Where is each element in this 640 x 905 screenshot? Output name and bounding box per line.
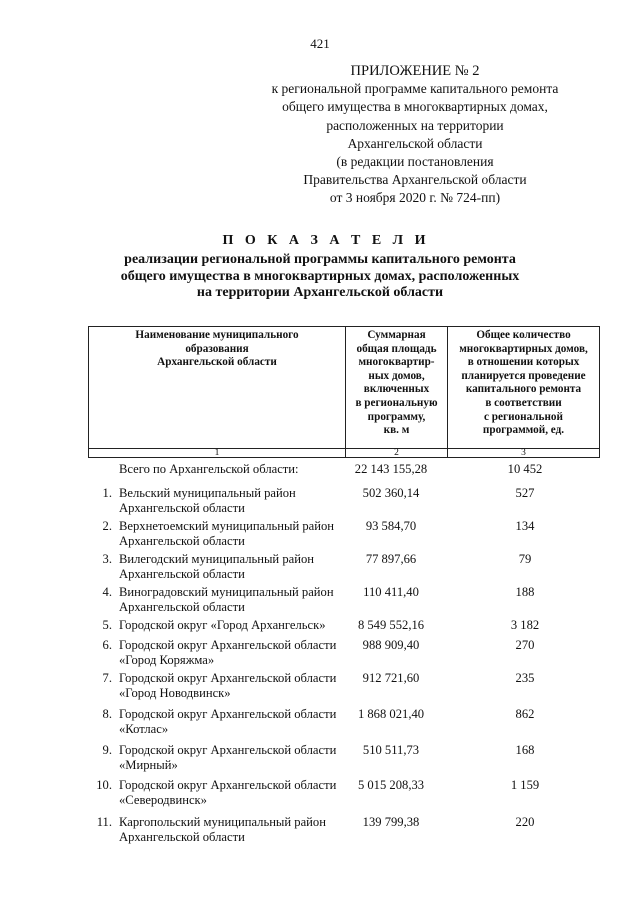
row-area: 988 909,40 [362,638,420,652]
header-line: Наименование муниципального [135,329,299,341]
table-row [0,638,640,671]
table-row [0,707,640,743]
row-area: 1 868 021,40 [357,707,425,721]
header-line: общая площадь [356,342,437,355]
row-count: 527 [515,486,535,500]
table-row [0,519,640,552]
header-line: Суммарная [367,329,426,341]
table-row [0,778,640,815]
header-line: в соответствии [485,396,562,409]
row-name-line: «Мирный» [119,757,178,772]
row-index: 9. [102,743,112,757]
table-row [0,618,640,638]
row-count: 79 [518,552,532,566]
row-name-line: «Город Коряжма» [119,652,215,667]
row-count: 134 [515,519,535,533]
row-name-line: Городской округ Архангельской области [119,778,337,792]
row-count: 235 [515,671,535,685]
row-count: 3 182 [510,618,540,632]
row-area: 22 143 155,28 [354,462,428,476]
subtitle-line: на территории Архангельской области [196,285,444,300]
row-area: 93 584,70 [365,519,417,533]
table-row [0,486,640,519]
row-name-line: Виноградовский муниципальный район [119,585,334,599]
row-index: 6. [102,638,112,652]
row-name-line: Архангельской области [119,500,245,515]
row-name-line: «Город Новодвинск» [119,685,231,700]
column-number: 3 [521,448,526,458]
row-count: 862 [515,707,535,721]
row-name-line: Городской округ Архангельской области [119,707,337,721]
indicators-subtitle [0,252,640,302]
appendix-line: (в редакции постановления [336,154,494,170]
header-total-area [346,329,447,438]
row-area: 5 015 208,33 [357,778,425,792]
row-name-line: Верхнетоемский муниципальный район [119,519,335,533]
row-name-line: «Котлас» [119,721,169,736]
table-row [0,671,640,707]
appendix-line: к региональной программе капитального ремонта [271,81,559,97]
row-count: 220 [515,815,535,829]
table-row [0,552,640,585]
header-line: включенных [363,383,430,396]
row-name-line: Городской округ «Город Архангельск» [119,618,326,632]
row-area: 77 897,66 [365,552,417,566]
header-line: капитального ремонта [465,383,582,396]
row-area: 510 511,73 [362,743,420,757]
row-count: 188 [515,585,535,599]
appendix-block [250,62,580,208]
header-line: в региональную [355,396,438,409]
header-house-count [448,329,599,438]
row-name-line: Архангельской области [119,566,245,581]
subtitle-line: реализации региональной программы капитального ремонта [124,252,516,267]
row-name [119,815,359,845]
row-index: 4. [102,585,112,599]
row-name [119,778,359,808]
row-name-line: Архангельской области [119,533,245,548]
appendix-line: Архангельской области [347,135,483,151]
row-index: 11. [96,815,112,829]
appendix-line: общего имущества в многоквартирных домах, [282,99,548,115]
header-line: многоквартирных домов, [459,342,588,355]
row-index: 8. [102,707,112,721]
header-municipality [89,329,345,370]
row-name-line: Архангельской области [119,829,245,844]
row-name [119,585,359,615]
indicators-title-block [0,232,640,302]
header-line: ных домов, [368,369,425,382]
row-area: 110 411,40 [363,585,419,599]
table-row-total [0,462,640,486]
row-area: 139 799,38 [362,815,420,829]
row-name-line: Городской округ Архангельской области [119,638,337,652]
appendix-title: ПРИЛОЖЕНИЕ № 2 [350,63,480,79]
header-line: программой, ед. [482,424,565,437]
row-name [119,552,359,582]
row-name [119,486,359,516]
row-index: 1. [102,486,112,500]
table-row [0,743,640,778]
header-line: образования [185,342,249,355]
row-index: 10. [96,778,112,792]
row-name-line: Вельский муниципальный район [119,486,296,500]
table-row [0,815,640,848]
header-line: планируется проведение [461,369,586,382]
row-name: Всего по Архангельской области: [119,462,299,476]
row-area: 502 360,14 [362,486,420,500]
header-line: программу, [367,410,426,423]
row-name [119,707,359,737]
row-count: 1 159 [510,778,540,792]
row-index: 7. [102,671,112,685]
table-body [0,462,640,848]
row-count: 10 452 [507,462,543,476]
row-name-line: Архангельской области [119,599,245,614]
column-number: 2 [394,448,399,458]
row-name [119,743,359,773]
row-index: 5. [102,618,112,632]
subtitle-line: общего имущества в многоквартирных домах, расположенных [120,268,520,284]
page-number: 421 [310,36,330,51]
header-line: в отношении которых [467,356,580,369]
column-number: 1 [214,448,220,458]
row-name-line: «Северодвинск» [119,792,207,807]
row-name-line: Вилегодский муниципальный район [119,552,314,566]
appendix-line: Правительства Архангельской области [303,172,527,188]
indicators-heading: П О К А З А Т Е Л И [222,233,430,248]
row-name [119,618,359,633]
appendix-line: от 3 ноября 2020 г. № 724-пп) [329,190,501,206]
row-area: 8 549 552,16 [357,618,425,632]
appendix-line: расположенных на территории [326,117,504,133]
header-line: кв. м [383,424,410,437]
row-count: 270 [515,638,535,652]
row-index: 2. [102,519,112,533]
row-name-line: Городской округ Архангельской области [119,671,337,685]
row-count: 168 [515,743,535,757]
row-index: 3. [102,552,112,566]
row-name-line: Каргопольский муниципальный район [119,815,326,829]
header-line: многоквартир- [358,356,435,369]
row-name [119,671,359,701]
row-area: 912 721,60 [362,671,420,685]
header-line: Общее количество [476,329,571,341]
row-name [119,519,359,549]
table-row [0,585,640,618]
header-line: с региональной [484,410,563,423]
row-name [119,638,359,668]
table-header [88,326,600,458]
header-line: Архангельской области [157,356,277,369]
row-name-line: Городской округ Архангельской области [119,743,337,757]
